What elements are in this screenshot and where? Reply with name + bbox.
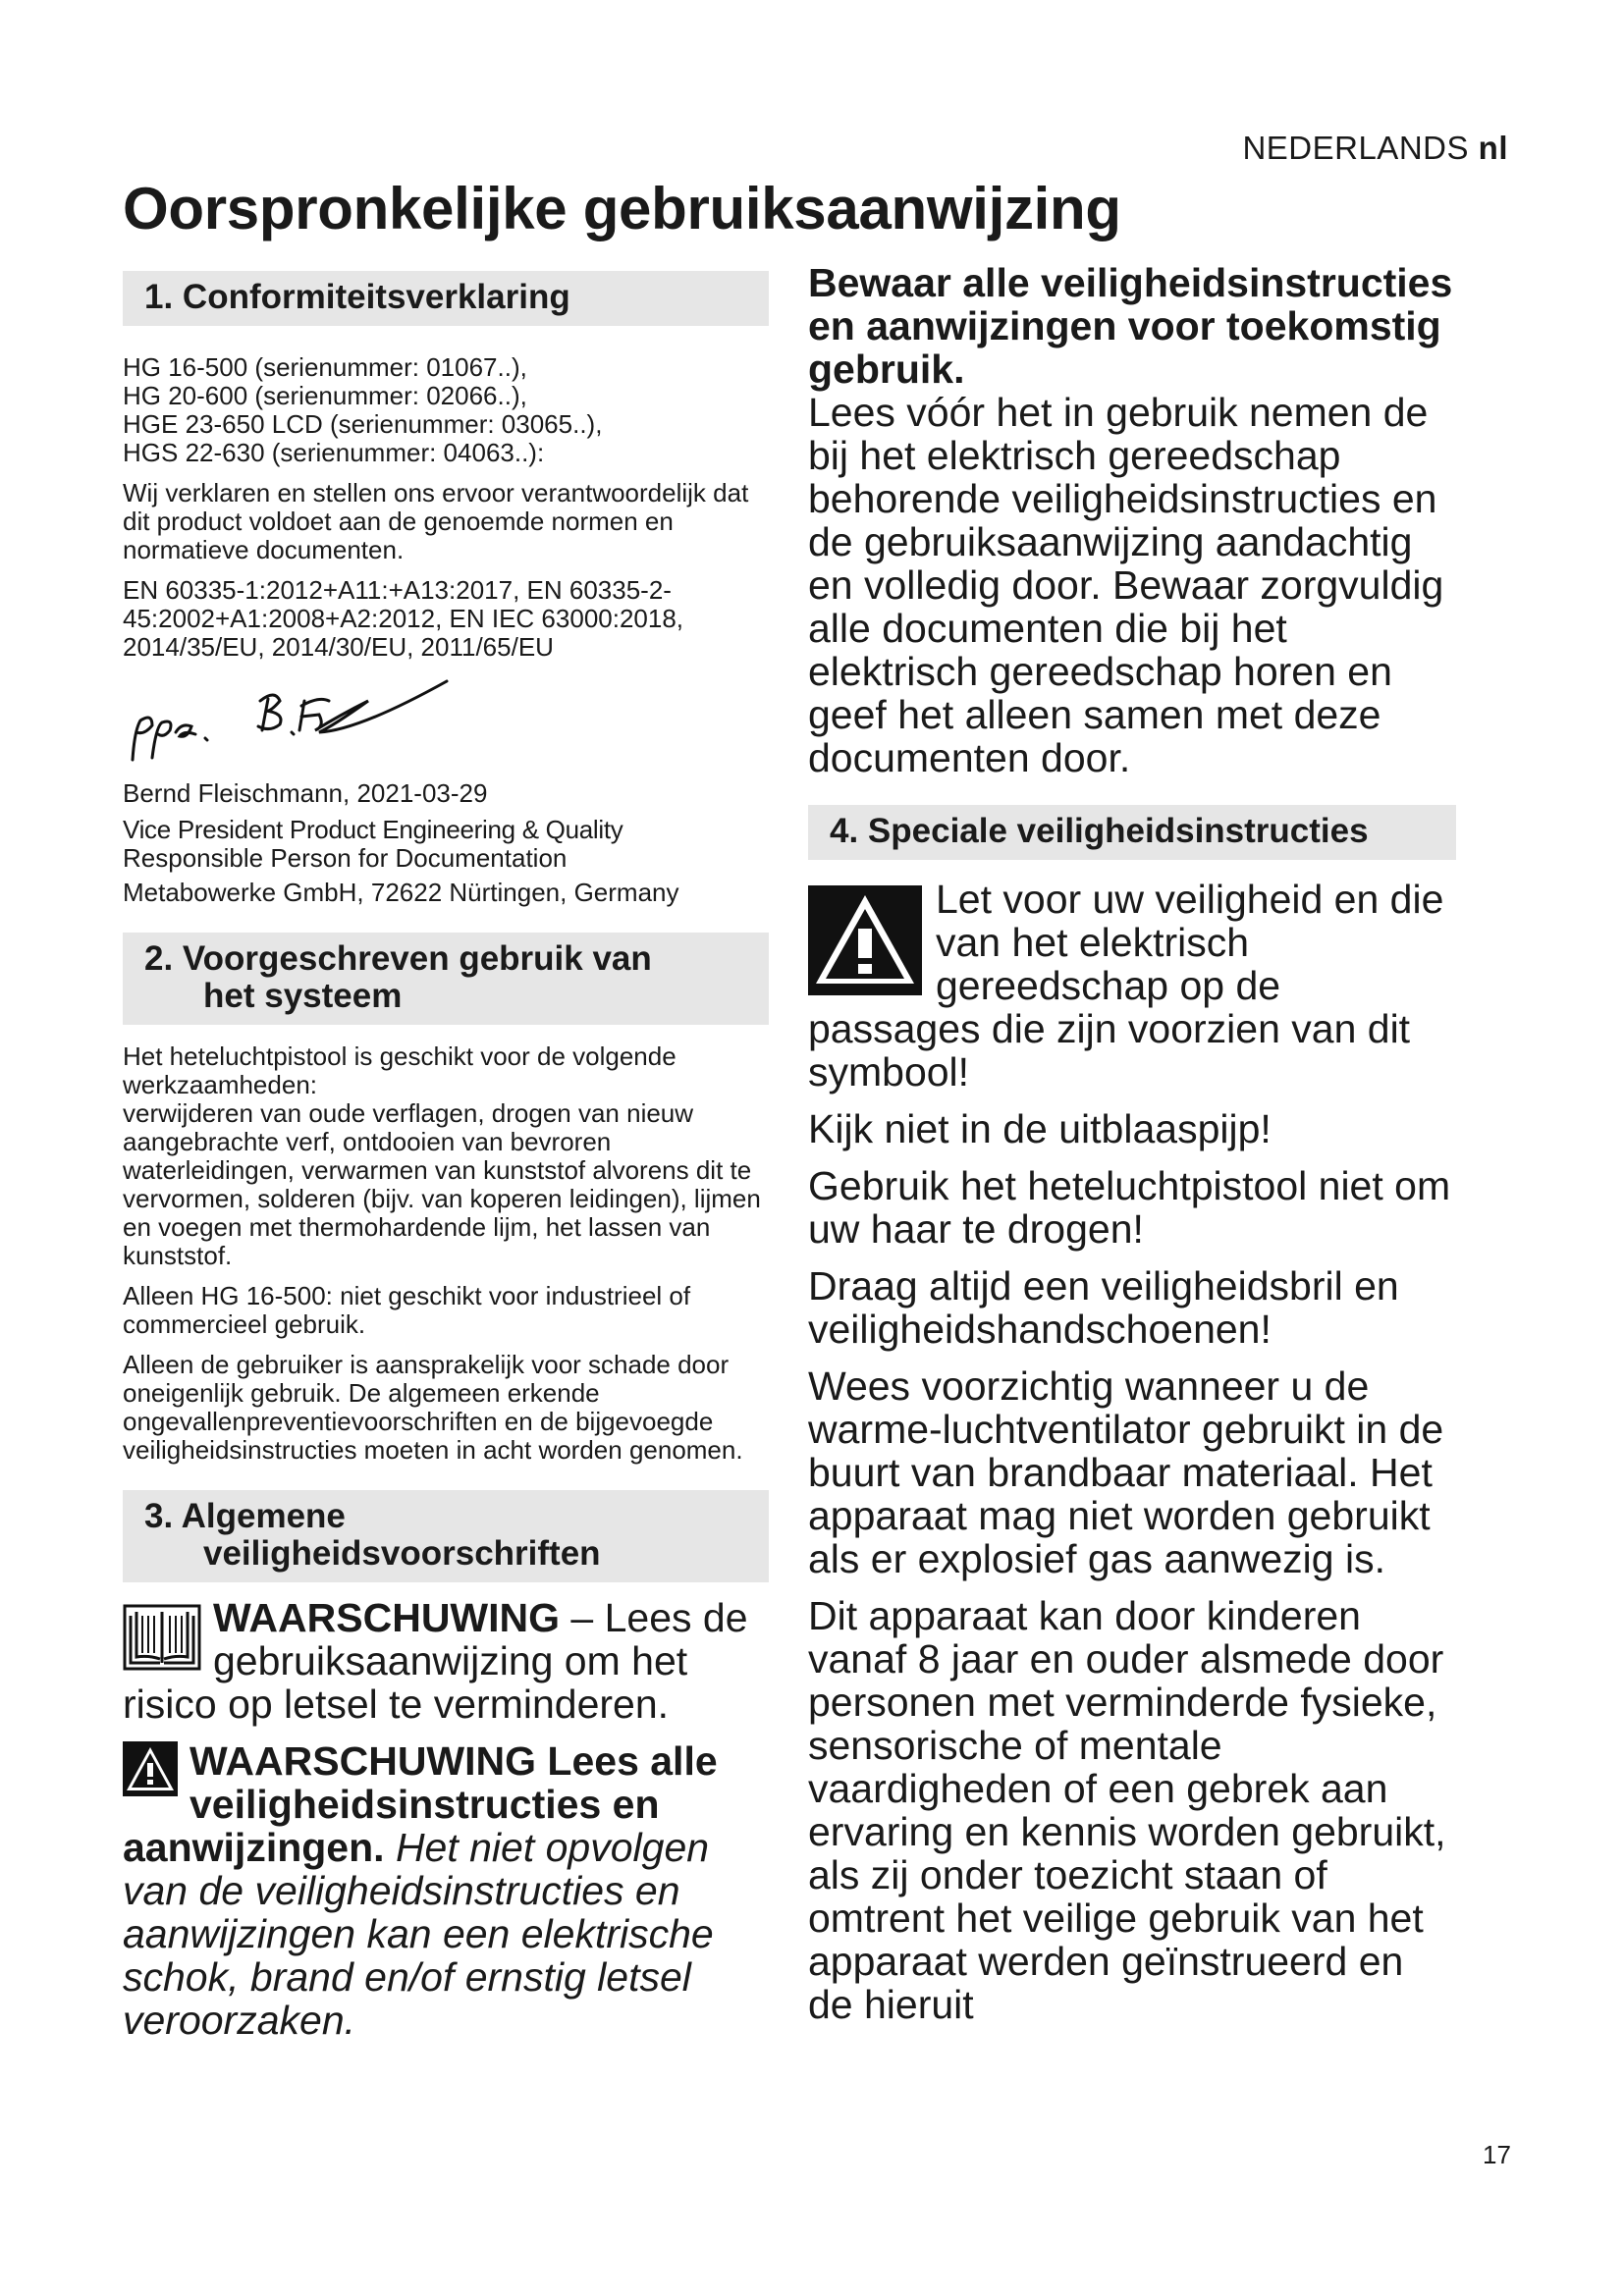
model-line: HG 16-500 (serienummer: 01067..),: [123, 352, 527, 382]
safety-instruction: Gebruik het heteluchtpistool niet om uw haar te drogen!: [808, 1163, 1451, 1252]
safety-instruction: Wees voorzichtig wanneer u de warme-luchtventilator gebruikt in de buurt van brandbaar materiaal. Het apparaat mag niet worden gebruikt als er explosief gas aanwezig is.: [808, 1363, 1444, 1581]
language-name: NEDERLANDS: [1242, 130, 1469, 166]
signature: [123, 662, 769, 779]
page-title: Oorspronkelijke gebruiksaanwijzing: [123, 176, 1121, 241]
section-4-heading: 4. Speciale veiligheidsinstructies: [808, 805, 1456, 860]
section-1-heading: 1. Conformiteitsverklaring: [123, 271, 769, 326]
warning-text: – Lees de gebruiksaanwijzing om het risico op letsel te verminderen.: [123, 1595, 748, 1727]
section-2-heading-line1: 2. Voorgeschreven gebruik van: [144, 939, 652, 978]
section-3-heading: [123, 1490, 769, 1582]
declaration-text: Wij verklaren en stellen ons ervoor verantwoordelijk dat dit product voldoet aan de genoemde normen en normatieve documenten.: [123, 478, 749, 564]
page-number: 17: [1483, 2140, 1511, 2169]
symbol-notice-text: Let voor uw veiligheid en die van het elektrisch gereedschap op de passages die zijn voorzien van dit symbool!: [808, 877, 1444, 1095]
warning-read-instructions: [123, 1739, 769, 2042]
safety-instruction: Kijk niet in de uitblaaspijp!: [808, 1106, 1272, 1151]
model-line: HGE 23-650 LCD (serienummer: 03065..),: [123, 409, 603, 439]
signature-drawing: [123, 662, 457, 779]
language-code: nl: [1478, 130, 1508, 166]
intended-use-tasks: verwijderen van oude verflagen, drogen van nieuw aangebrachte verf, ontdooien van bevroren waterleidingen, verwarmen van kunststof alvorens dit te vervormen, solderen (bijv. van koperen leidingen), lijmen en voegen met thermohardende lijm, het lassen van kunststof.: [123, 1098, 761, 1270]
signer-responsibility: Responsible Person for Documentation: [123, 843, 568, 873]
safety-instruction: Dit apparaat kan door kinderen vanaf 8 jaar en ouder alsmede door personen met verminderde fysieke, sensorische of mentale vaardigheden of een gebrek aan ervaring en kennis worden gebruikt, als zij onder toezicht staan of omtrent het veilige gebruik van het apparaat werden geïnstrueerd en de hieruit: [808, 1593, 1446, 2027]
intended-use-intro: Het heteluchtpistool is geschikt voor de volgende werkzaamheden:: [123, 1041, 677, 1099]
keep-instructions-text: Lees vóór het in gebruik nemen de bij het elektrisch gereedschap behorende veiligheidsinstructies en de gebruiksaanwijzing aandachtig en volledig door. Bewaar zorgvuldig alle documenten die bij het elektrisch gereedschap horen en geef het alleen samen met deze documenten door.: [808, 390, 1444, 780]
safety-instruction: Draag altijd een veiligheidsbril en veiligheidshandschoenen!: [808, 1263, 1399, 1352]
warning-triangle-icon: [808, 885, 922, 1000]
language-label: [1242, 130, 1508, 167]
symbol-notice: [808, 878, 1456, 1094]
standards-text: EN 60335-1:2012+A11:+A13:2017, EN 60335-2-45:2002+A1:2008+A2:2012, EN IEC 63000:2018, 2014/35/EU, 2014/30/EU, 2011/65/EU: [123, 575, 684, 662]
intended-use-restriction: Alleen HG 16-500: niet geschikt voor industrieel of commercieel gebruik.: [123, 1281, 691, 1339]
warning-instructions-italic: Het niet opvolgen van de veiligheidsinstructies en aanwijzingen kan een elektrische schok, brand en/of ernstig letsel veroorzaken.: [123, 1825, 714, 2043]
liability-text: Alleen de gebruiker is aansprakelijk voor schade door oneigenlijk gebruik. De algemeen erkende ongevallenpreventievoorschriften en de bijgevoegde veiligheidsinstructies moeten in acht worden genomen.: [123, 1350, 743, 1465]
keep-instructions-heading: Bewaar alle veiligheidsinstructies en aanwijzingen voor toekomstig gebruik.: [808, 260, 1453, 392]
warning-instructions-bold: WAARSCHUWING Lees alle veiligheidsinstructies en aanwijzingen.: [123, 1738, 718, 1870]
model-line: HGS 22-630 (serienummer: 04063..):: [123, 438, 545, 467]
model-line: HG 20-600 (serienummer: 02066..),: [123, 381, 527, 410]
signer-role: Vice President Product Engineering & Quality: [123, 815, 623, 844]
signer-name: Bernd Fleischmann, 2021-03-29: [123, 778, 488, 808]
section-3-heading-line2: veiligheidsvoorschriften: [203, 1534, 601, 1573]
left-column: [123, 271, 769, 2042]
warning-triangle-icon: [123, 1741, 178, 1801]
warning-read-manual: [123, 1596, 769, 1726]
book-icon: [123, 1602, 201, 1678]
warning-label: WAARSCHUWING: [213, 1595, 561, 1640]
right-column: [808, 261, 1456, 2026]
section-2-heading: [123, 933, 769, 1025]
section-3-heading-line1: 3. Algemene: [144, 1497, 346, 1535]
section-2-heading-line2: het systeem: [203, 977, 403, 1015]
company-address: Metabowerke GmbH, 72622 Nürtingen, Germany: [123, 878, 679, 907]
